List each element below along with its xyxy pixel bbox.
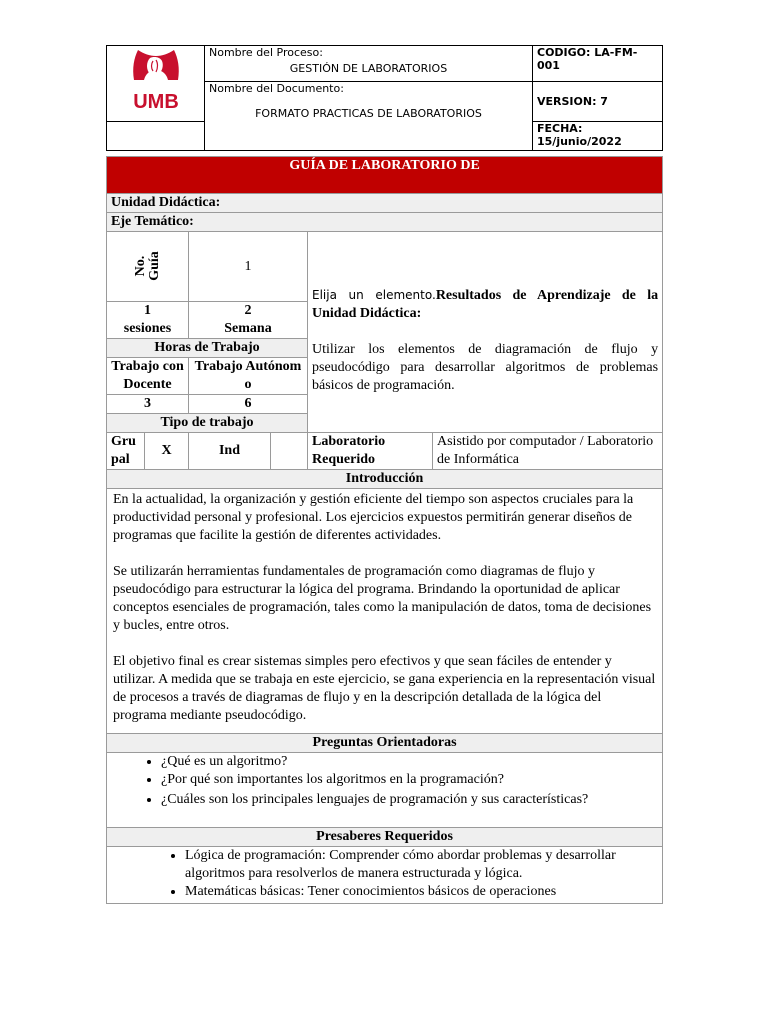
ind-mark [271,433,308,470]
resultados-text: Utilizar los elementos de diagramación de flujo y pseudocódigo para desarrollar algoritmos de problemas básicos de programación. [312,342,659,393]
resultados-cell [308,232,663,433]
sesiones-cell [107,302,189,339]
semana-value: 2 [244,303,252,318]
trabajo-autonomo-value: 6 [189,395,308,414]
no-guia-label-cell [107,232,189,302]
document-label: Nombre del Documento: [209,82,344,95]
list-item: • ¿Qué es un algoritmo? [161,753,658,771]
guide-title: GUÍA DE LABORATORIO DE [107,157,663,194]
trabajo-docente-label: Trabajo con Docente [107,358,189,395]
lab-guide-table [106,156,663,904]
sesiones-label: sesiones [123,321,172,336]
introduccion-heading: Introducción [107,470,663,489]
eje-tematico-label: Eje Temático: [107,213,663,232]
date-cell [533,122,663,151]
presaberes-list-cell [107,847,663,904]
tipo-trabajo-label: Tipo de trabajo [107,414,308,433]
unidad-didactica-label: Unidad Didáctica: [107,194,663,213]
process-cell [205,46,533,82]
document-cell [205,82,533,151]
document-value: FORMATO PRACTICAS DE LABORATORIOS [255,107,482,120]
ind-label: Ind [189,433,271,470]
no-guia-value: 1 [189,232,308,302]
process-label: Nombre del Proceso: [209,46,323,59]
trabajo-autonomo-label: Trabajo Autónomo [189,358,308,395]
introduccion-paragraph: Se utilizarán herramientas fundamentales de programación como diagramas de flujo y pseudocódigo para estructurar la lógica del programa. Brindando la oportunidad de aplicar conceptos esenciales de programación, tales como la manipulación de datos, toma de decisiones y bucles, entre otros. [113,564,652,633]
logo-cell [107,46,205,122]
no-guia-label: No. Guía [132,250,162,281]
date-label: FECHA: [537,122,583,135]
version-cell: VERSION: 7 [533,82,663,122]
preguntas-list-cell [107,753,663,828]
grupal-mark: X [145,433,189,470]
introduccion-paragraph: En la actualidad, la organización y gestión eficiente del tiempo son aspectos cruciales para la productividad personal y profesional. Los ejercicios expuestos permitirán generar diseños de programas que facilite la gestión de diferentes actividades. [113,492,634,543]
list-item: • Matemáticas básicas: Tener conocimientos básicos de operaciones [185,883,648,901]
umb-logo-icon [120,46,192,118]
list-item: • ¿Cuáles son los principales lenguajes de programación y sus características? [161,791,658,809]
logo-spacer [107,122,205,151]
grupal-label: Grupal [107,433,145,470]
introduccion-body [107,489,663,734]
presaberes-list [111,847,658,901]
list-item: • ¿Por qué son importantes los algoritmos en la programación? [161,771,658,789]
resultados-label: Resultados de Aprendizaje de la Unidad Didáctica: [312,288,659,321]
preguntas-list [111,753,658,809]
semana-cell [189,302,308,339]
document-header [106,45,663,151]
horas-trabajo-label: Horas de Trabajo [107,339,308,358]
resultados-prefix: Elija un elemento. [312,288,436,302]
code-cell: CODIGO: LA-FM-001 [533,46,663,82]
process-value: GESTIÓN DE LABORATORIOS [289,62,448,75]
semana-label: Semana [224,321,272,336]
list-item: • Lógica de programación: Comprender cómo abordar problemas y desarrollar algoritmos para resolverlos de manera estructurada y lógica. [185,847,648,883]
trabajo-docente-value: 3 [107,395,189,414]
logo-text: UMB [132,91,179,113]
preguntas-heading: Preguntas Orientadoras [107,734,663,753]
laboratorio-value: Asistido por computador / Laboratorio de Informática [433,433,663,470]
date-value: 15/junio/2022 [537,135,622,148]
presaberes-heading: Presaberes Requeridos [107,828,663,847]
sesiones-value: 1 [144,303,151,318]
laboratorio-label: Laboratorio Requerido [308,433,433,470]
introduccion-paragraph: El objetivo final es crear sistemas simples pero efectivos y que sean fáciles de entender y utilizar. A medida que se trabaja en este ejercicio, se gana experiencia en la representación visual de procesos a través de diagramas de flujo y en la descripción detallada de la lógica del programa mediante pseudocódigo. [113,654,656,723]
